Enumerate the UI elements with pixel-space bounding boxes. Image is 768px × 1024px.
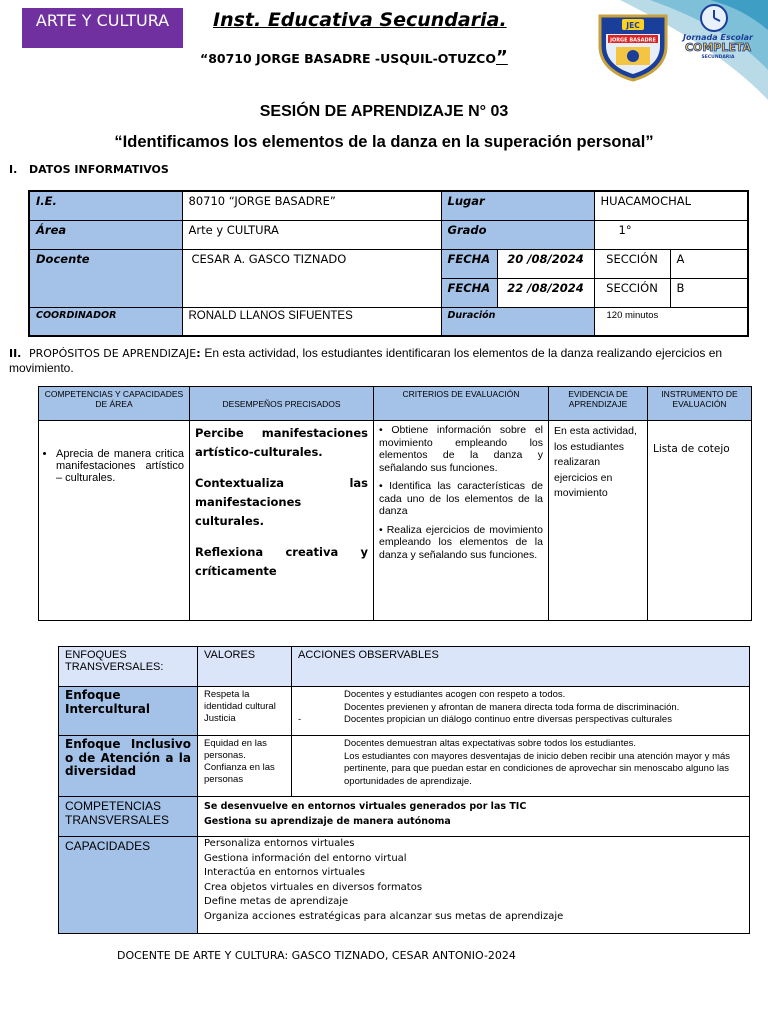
header-desempenos: DESEMPEÑOS PRECISADOS [190,387,374,421]
session-topic: “Identificamos los elementos de la danza en la superación personal” [114,133,654,151]
duracion-label: Duración [441,307,594,336]
datos-table [28,190,749,337]
table-header-row [39,387,752,421]
seccion2-value: B [670,278,748,307]
section-datos-heading [9,163,169,176]
header-competencias: COMPETENCIAS Y CAPACIDADES DE ÁREA [39,387,190,421]
school-subtitle [200,47,508,68]
area-label: Área [29,220,182,249]
fecha1-value: 20 /08/2024 [497,249,594,278]
enfoque-inclusivo-actions [292,736,750,797]
capacidades-label: CAPACIDADES [59,837,198,934]
enfoque-intercultural-actions [292,687,750,736]
lugar-value: HUACAMOCHAL [594,191,748,220]
section-title: PROPÓSITOS DE APRENDIZAJE [29,347,197,360]
desempeno-item: Percibe manifestaciones artístico-culturales. [195,426,368,459]
value-item: Confianza en las personas [204,762,275,785]
capacidad-item: Interactúa en entornos virtuales [204,867,365,878]
competencias-transversales-values [198,797,750,837]
table-row [29,249,748,278]
area-value: Arte y CULTURA [182,220,441,249]
crest-jec-text: JEC [626,21,640,30]
table-row [59,797,750,837]
section-number: II. [9,347,22,360]
docente-label: Docente [29,249,182,307]
capacidad-item: Define metas de aprendizaje [204,896,349,907]
section-number: I. [9,163,18,176]
desempenos-cell [190,421,374,621]
fecha2-value: 22 /08/2024 [497,278,594,307]
capacidad-item: • Aprecia de manera critica manifestaciones artístico – culturales. [56,448,184,484]
fecha2-label: FECHA [441,278,497,307]
table-row [29,191,748,220]
seccion2-label: SECCIÓN [594,278,670,307]
capacidades-values [198,837,750,934]
capacidad-item: Gestiona información del entorno virtual [204,852,407,864]
jec-line3: SECUNDARIA [701,55,735,60]
table-header-row [59,647,750,687]
action-item: Los estudiantes con mayores desventajas de inicio deben recibir una atención mayor y más pertinente, para que puedan estar en condiciones de aprovechar sin menoscabo alguno las oportunidades de aprendizaje. [344,750,731,787]
section-title: DATOS INFORMATIVOS [29,163,169,176]
criterio-item: • Realiza ejercicios de movimiento empleando los elementos de la danza y señalando sus funciones. [379,524,543,562]
subtitle-text: “80710 JORGE BASADRE -USQUIL-OTUZCO [200,51,496,66]
table-row [29,307,748,336]
action-item: Docentes previenen y afrontan de manera directa toda forma de discriminación. [344,701,680,713]
grado-value: 1° [594,220,748,249]
evidencia-cell: En esta actividad, los estudiantes realizaran ejercicios en movimiento [549,421,648,621]
table-row [29,220,748,249]
grado-label: Grado [441,220,594,249]
section-description: En esta actividad, los estudiantes identificaran los elementos de la danza realizando ejercicios en movimiento. [9,346,723,375]
seccion1-value: A [670,249,748,278]
competencia-item: Gestiona su aprendizaje de manera autónoma [204,816,451,827]
table-row [39,421,752,621]
enfoques-header: ENFOQUES TRANSVERSALES: [59,647,198,687]
header-instrumento: INSTRUMENTO DE EVALUACIÓN [648,387,752,421]
header-evidencia: EVIDENCIA DE APRENDIZAJE [549,387,648,421]
criterio-item: • Obtiene información sobre el movimiento empleando los elementos de la danza y señalando sus funciones. [379,424,543,474]
enfoque-inclusivo-label: Enfoque Inclusivo o de Atención a la diversidad [59,736,198,797]
acciones-header: ACCIONES OBSERVABLES [292,647,750,687]
criterio-item: • Identifica las características de cada uno de los elementos de la danza [379,480,543,518]
valores-header: VALORES [198,647,292,687]
table-row [59,687,750,736]
footer-docente: DOCENTE DE ARTE Y CULTURA: GASCO TIZNADO, CESAR ANTONIO-2024 [117,949,516,962]
value-item: Respeta la identidad cultural [204,689,276,712]
crest-name-text: JORGE BASADRE [610,37,656,44]
jec-line1: Jornada Escolar [683,33,753,42]
competencia-item: Se desenvuelve en entornos virtuales generados por las TIC [204,801,527,812]
capacidad-item: Crea objetos virtuales en diversos formatos [204,881,423,893]
area-badge: ARTE Y CULTURA [22,8,183,48]
ie-label: I.E. [29,191,182,220]
school-crest-icon [596,12,670,82]
enfoque-inclusivo-values [198,736,292,797]
jornada-escolar-completa-logo [668,2,764,60]
lugar-label: Lugar [441,191,594,220]
propositos-table [38,386,752,621]
fecha-label: FECHA [441,249,497,278]
desempeno-item: Reflexiona creativa y críticamente [195,545,368,578]
capacidad-item: Personaliza entornos virtuales [204,838,355,849]
criterios-cell [374,421,549,621]
subtitle-close-quote: ” [495,47,508,68]
docente-value: CESAR A. GASCO TIZNADO [182,249,441,307]
duracion-value: 120 minutos [594,307,748,336]
action-dash: - [298,714,302,725]
jec-line2: COMPLETA [684,41,752,54]
table-row [59,736,750,797]
value-item: Justicia [204,713,236,724]
enfoque-intercultural-values [198,687,292,736]
enfoque-intercultural-label: Enfoque Intercultural [59,687,198,736]
action-item: Docentes y estudiantes acogen con respeto a todos. [344,689,566,700]
ie-value: 80710 “JORGE BASADRE” [182,191,441,220]
value-item: Equidad en las personas. [204,738,267,761]
desempeno-item: Contextualiza las manifestaciones culturales. [195,476,368,528]
coordinador-value: RONALD LLANOS SIFUENTES [182,307,441,336]
capacidad-cell [39,421,190,621]
instrumento-cell: Lista de cotejo [648,421,752,621]
competencias-transversales-label: COMPETENCIAS TRANSVERSALES [59,797,198,837]
capacidad-item: Organiza acciones estratégicas para alcanzar sus metas de aprendizaje [204,910,564,922]
table-row [59,837,750,934]
section-propositos-heading: II. PROPÓSITOS DE APRENDIZAJE: En esta actividad, los estudiantes identificaran los elementos de la danza realizando ejercicios en movimiento. [9,346,723,375]
school-name: Inst. Educativa Secundaria. [213,9,507,31]
enfoques-table [58,646,750,934]
seccion1-label: SECCIÓN [594,249,670,278]
action-item: Docentes propician un diálogo continuo entre diversas perspectivas culturales [344,714,672,725]
action-item-row [298,714,743,727]
coordinador-label: COORDINADOR [29,307,182,336]
header-criterios: CRITERIOS DE EVALUACIÓN [374,387,549,421]
action-item: Docentes demuestran altas expectativas sobre todos los estudiantes. [344,738,637,749]
session-title: SESIÓN DE APRENDIZAJE N° 03 [259,103,509,120]
